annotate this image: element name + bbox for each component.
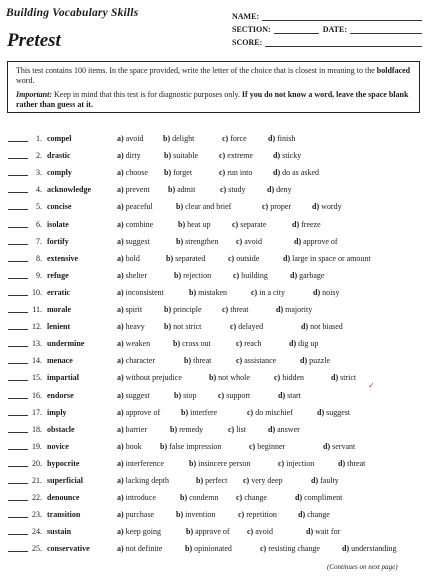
choice-d: d) majority bbox=[276, 305, 313, 314]
answer-blank[interactable] bbox=[8, 551, 28, 552]
choice-d: d) garbage bbox=[290, 270, 325, 280]
important-bold-text: If you do not know a word, leave the space blank rather than guess at it. bbox=[16, 90, 409, 109]
choice-b: b) approve of bbox=[186, 527, 230, 537]
choice-c: c) threat bbox=[222, 305, 249, 314]
instructions-end: word. bbox=[16, 76, 35, 85]
choice-a: a) not definite bbox=[117, 544, 163, 554]
choice-b: b) strengthen bbox=[176, 236, 219, 246]
vocabulary-word: transition bbox=[47, 510, 81, 520]
choice-c: c) beginner bbox=[249, 441, 286, 451]
choice-a: a) bold bbox=[117, 253, 140, 263]
choice-a: a) avoid bbox=[117, 134, 144, 143]
instructions-text: This test contains 100 items. In the space provided, write the letter of the choice that is closest in meaning to the bbox=[16, 66, 377, 75]
vocabulary-word: extensive bbox=[47, 253, 79, 263]
question-row bbox=[0, 233, 428, 250]
vocabulary-word: sustain bbox=[47, 527, 72, 537]
question-row bbox=[0, 130, 428, 147]
question-number: 16. bbox=[32, 390, 42, 400]
answer-blank[interactable] bbox=[8, 466, 28, 467]
question-number: 11. bbox=[32, 305, 42, 314]
choice-a: a) suggest bbox=[117, 236, 150, 246]
question-row bbox=[0, 387, 428, 404]
question-row bbox=[0, 369, 428, 386]
score-field[interactable] bbox=[265, 38, 422, 47]
choice-c: c) delayed bbox=[230, 322, 264, 332]
vocabulary-word: menace bbox=[47, 356, 73, 366]
choice-d: d) dig up bbox=[289, 339, 319, 349]
answer-blank[interactable] bbox=[8, 295, 28, 296]
choice-d: d) freeze bbox=[292, 219, 321, 229]
question-number: 13. bbox=[32, 339, 42, 349]
choice-d: d) faulty bbox=[311, 476, 339, 485]
vocabulary-word: imply bbox=[47, 407, 67, 417]
important-label: Important: bbox=[16, 90, 53, 99]
answer-blank[interactable] bbox=[8, 534, 28, 535]
question-number: 4. bbox=[36, 185, 42, 195]
choice-b: b) condemn bbox=[180, 493, 219, 503]
answer-blank[interactable] bbox=[8, 158, 28, 159]
answer-blank[interactable] bbox=[8, 380, 28, 381]
vocabulary-word: concise bbox=[47, 202, 72, 212]
section-label: SECTION: bbox=[232, 25, 271, 34]
answer-blank[interactable] bbox=[8, 312, 28, 313]
choice-c: c) list bbox=[228, 424, 246, 434]
question-row bbox=[0, 540, 428, 557]
question-number: 5. bbox=[36, 202, 42, 212]
choice-c: c) hidden bbox=[274, 373, 304, 383]
choice-c: c) reach bbox=[236, 339, 262, 349]
question-row bbox=[0, 267, 428, 284]
question-row bbox=[0, 284, 428, 301]
choice-c: c) avoid bbox=[236, 236, 262, 246]
choice-c: c) outside bbox=[228, 253, 260, 263]
choice-b: b) admit bbox=[168, 185, 196, 195]
question-row bbox=[0, 438, 428, 455]
choice-d: d) wordy bbox=[312, 202, 342, 212]
choice-b: b) clear and brief bbox=[176, 202, 232, 212]
choice-b: b) false impression bbox=[160, 441, 222, 451]
answer-blank[interactable] bbox=[8, 432, 28, 433]
answer-blank[interactable] bbox=[8, 227, 28, 228]
vocabulary-word: isolate bbox=[47, 219, 69, 229]
choice-a: a) combine bbox=[117, 219, 154, 229]
score-row bbox=[232, 34, 422, 47]
choice-a: a) choose bbox=[117, 168, 148, 178]
question-row bbox=[0, 216, 428, 233]
question-number: 15. bbox=[32, 373, 42, 383]
answer-blank[interactable] bbox=[8, 483, 28, 484]
choice-b: b) invention bbox=[176, 510, 216, 520]
choice-c: c) study bbox=[220, 185, 246, 195]
question-number: 1. bbox=[36, 134, 42, 143]
question-number: 6. bbox=[36, 219, 42, 229]
answer-blank[interactable] bbox=[8, 278, 28, 279]
question-row bbox=[0, 301, 428, 318]
choice-d: d) not biased bbox=[301, 322, 343, 332]
date-field[interactable] bbox=[350, 25, 422, 34]
question-number: 19. bbox=[32, 441, 42, 451]
choice-a: a) without prejudice bbox=[117, 373, 182, 383]
choice-d: d) understanding bbox=[342, 544, 397, 554]
question-number: 21. bbox=[32, 476, 42, 485]
choice-a: a) barrier bbox=[117, 424, 147, 434]
question-number: 10. bbox=[32, 287, 42, 297]
vocabulary-word: comply bbox=[47, 168, 72, 178]
choice-d: d) start bbox=[278, 390, 301, 400]
vocabulary-word: denounce bbox=[47, 493, 80, 503]
vocabulary-word: compel bbox=[47, 134, 72, 143]
choice-b: b) stop bbox=[174, 390, 197, 400]
choice-d: d) deny bbox=[267, 185, 292, 195]
choice-b: b) opinionated bbox=[185, 544, 232, 554]
score-label: SCORE: bbox=[232, 38, 263, 47]
question-number: 23. bbox=[32, 510, 42, 520]
vocabulary-word: acknowledge bbox=[47, 185, 91, 195]
choice-d: d) answer bbox=[268, 424, 300, 434]
choice-c: c) resisting change bbox=[260, 544, 320, 554]
student-info-fields bbox=[232, 8, 422, 47]
answer-blank[interactable] bbox=[8, 329, 28, 330]
question-number: 17. bbox=[32, 407, 42, 417]
choice-b: b) forget bbox=[164, 168, 193, 178]
date-label: DATE: bbox=[322, 25, 347, 34]
choice-b: b) heat up bbox=[178, 219, 211, 229]
choice-b: b) rejection bbox=[174, 270, 212, 280]
answer-blank[interactable] bbox=[8, 500, 28, 501]
vocabulary-word: conservative bbox=[47, 544, 90, 554]
choice-c: c) injection bbox=[278, 458, 315, 468]
vocabulary-word: obstacle bbox=[47, 424, 75, 434]
choice-a: a) prevent bbox=[117, 185, 150, 195]
vocabulary-word: superficial bbox=[47, 476, 83, 485]
question-number: 24. bbox=[32, 527, 42, 537]
name-field[interactable] bbox=[262, 12, 422, 21]
name-label: NAME: bbox=[232, 12, 260, 21]
choice-c: c) force bbox=[222, 134, 247, 143]
choice-d: d) puzzle bbox=[300, 356, 330, 366]
answer-blank[interactable] bbox=[8, 244, 28, 245]
choice-d: d) threat bbox=[338, 458, 366, 468]
choice-d: d) sticky bbox=[273, 151, 302, 161]
question-row bbox=[0, 335, 428, 352]
choice-c: c) support bbox=[218, 390, 251, 400]
answer-blank[interactable] bbox=[8, 175, 28, 176]
choice-a: a) book bbox=[117, 441, 142, 451]
choice-b: b) not whole bbox=[209, 373, 250, 383]
choice-a: a) peaceful bbox=[117, 202, 153, 212]
vocabulary-word: hypocrite bbox=[47, 458, 80, 468]
question-number: 14. bbox=[32, 356, 42, 366]
choice-c: c) proper bbox=[262, 202, 292, 212]
choice-d: d) do as asked bbox=[273, 168, 320, 178]
choice-b: b) delight bbox=[163, 134, 195, 143]
choice-d: d) strict bbox=[331, 373, 357, 383]
choice-a: a) keep going bbox=[117, 527, 161, 537]
vocabulary-word: impartial bbox=[47, 373, 79, 383]
question-row bbox=[0, 147, 428, 164]
choice-d: d) finish bbox=[268, 134, 296, 143]
answer-blank[interactable] bbox=[8, 141, 28, 142]
choice-b: b) principle bbox=[164, 305, 202, 314]
answer-blank[interactable] bbox=[8, 363, 28, 364]
question-number: 9. bbox=[36, 270, 42, 280]
vocabulary-word: endorse bbox=[47, 390, 74, 400]
choice-a: a) approve of bbox=[117, 407, 161, 417]
vocabulary-word: morale bbox=[47, 305, 71, 314]
choice-c: c) change bbox=[236, 493, 267, 503]
vocabulary-word: refuge bbox=[47, 270, 69, 280]
choice-a: a) inconsistent bbox=[117, 287, 164, 297]
choice-b: b) insincere person bbox=[189, 458, 251, 468]
choice-d: d) wait for bbox=[306, 527, 341, 537]
choice-a: a) purchase bbox=[117, 510, 155, 520]
choice-c: c) building bbox=[233, 270, 268, 280]
page-title: Pretest bbox=[7, 30, 61, 51]
answer-blank[interactable] bbox=[8, 398, 28, 399]
series-title: Building Vocabulary Skills bbox=[6, 7, 139, 19]
important-paragraph bbox=[16, 90, 411, 110]
choice-c: c) very deep bbox=[243, 476, 283, 485]
vocabulary-word: erratic bbox=[47, 287, 71, 297]
pen-mark: ✓ bbox=[368, 381, 375, 390]
question-number: 7. bbox=[36, 236, 42, 246]
question-number: 20. bbox=[32, 458, 42, 468]
question-row bbox=[0, 421, 428, 438]
choice-a: a) character bbox=[117, 356, 155, 366]
choice-b: b) not strict bbox=[164, 322, 202, 332]
choice-c: c) assistance bbox=[236, 356, 277, 366]
answer-blank[interactable] bbox=[8, 209, 28, 210]
choice-c: c) extreme bbox=[219, 151, 253, 161]
question-row bbox=[0, 181, 428, 198]
choice-d: d) compliment bbox=[295, 493, 343, 503]
choice-a: a) interference bbox=[117, 458, 164, 468]
choice-b: b) interfere bbox=[181, 407, 218, 417]
answer-blank[interactable] bbox=[8, 415, 28, 416]
choice-a: a) heavy bbox=[117, 322, 145, 332]
question-number: 18. bbox=[32, 424, 42, 434]
choice-c: c) in a city bbox=[251, 287, 285, 297]
question-row bbox=[0, 198, 428, 215]
choice-c: c) do mischief bbox=[247, 407, 293, 417]
question-row bbox=[0, 352, 428, 369]
vocabulary-word: novice bbox=[47, 441, 69, 451]
instructions-bold-word: boldfaced bbox=[376, 66, 411, 75]
choice-a: a) weaken bbox=[117, 339, 151, 349]
question-number: 3. bbox=[36, 168, 42, 178]
choice-c: c) repetition bbox=[238, 510, 277, 520]
instructions-box bbox=[7, 61, 420, 113]
answer-blank[interactable] bbox=[8, 517, 28, 518]
question-row bbox=[0, 523, 428, 540]
question-number: 25. bbox=[32, 544, 42, 554]
vocabulary-word: undermine bbox=[47, 339, 85, 349]
choice-b: b) cross out bbox=[173, 339, 211, 349]
section-field[interactable] bbox=[274, 25, 319, 34]
question-row bbox=[0, 250, 428, 267]
answer-blank[interactable] bbox=[8, 192, 28, 193]
choice-b: b) suitable bbox=[164, 151, 199, 161]
question-row bbox=[0, 472, 428, 489]
vocabulary-word: drastic bbox=[47, 151, 71, 161]
choice-d: d) noisy bbox=[313, 287, 340, 297]
choice-d: d) servant bbox=[323, 441, 356, 451]
vocabulary-word: fortify bbox=[47, 236, 69, 246]
choice-c: c) run into bbox=[219, 168, 253, 178]
choice-d: d) approve of bbox=[294, 236, 338, 246]
choice-b: b) perfect bbox=[196, 476, 228, 485]
choice-b: b) remedy bbox=[170, 424, 204, 434]
question-number: 22. bbox=[32, 493, 42, 503]
choice-b: b) threat bbox=[184, 356, 212, 366]
question-row bbox=[0, 489, 428, 506]
answer-blank[interactable] bbox=[8, 261, 28, 262]
choice-c: c) avoid bbox=[247, 527, 273, 537]
choice-c: c) separate bbox=[232, 219, 267, 229]
choice-a: a) dirty bbox=[117, 151, 141, 161]
instructions-paragraph bbox=[16, 66, 411, 86]
choice-b: b) separated bbox=[166, 253, 206, 263]
choice-b: b) mistaken bbox=[189, 287, 228, 297]
question-row bbox=[0, 164, 428, 181]
question-row bbox=[0, 506, 428, 523]
answer-blank[interactable] bbox=[8, 449, 28, 450]
choice-a: a) shelter bbox=[117, 270, 147, 280]
answer-blank[interactable] bbox=[8, 346, 28, 347]
name-row bbox=[232, 8, 422, 21]
choice-a: a) lacking depth bbox=[117, 476, 169, 485]
continues-note: (Continues on next page) bbox=[327, 563, 398, 571]
choice-a: a) introduce bbox=[117, 493, 156, 503]
choice-a: a) suggest bbox=[117, 390, 150, 400]
section-row bbox=[232, 21, 422, 34]
question-row bbox=[0, 318, 428, 335]
important-text: Keep in mind that this test is for diagnostic purposes only. bbox=[52, 90, 242, 99]
question-row bbox=[0, 455, 428, 472]
question-number: 8. bbox=[36, 253, 42, 263]
choice-d: d) change bbox=[298, 510, 330, 520]
choice-a: a) spirit bbox=[117, 305, 143, 314]
choice-d: d) large in space or amount bbox=[283, 253, 371, 263]
vocabulary-word: lenient bbox=[47, 322, 71, 332]
question-number: 2. bbox=[36, 151, 42, 161]
question-number: 12. bbox=[32, 322, 42, 332]
choice-d: d) suggest bbox=[317, 407, 351, 417]
question-row bbox=[0, 404, 428, 421]
